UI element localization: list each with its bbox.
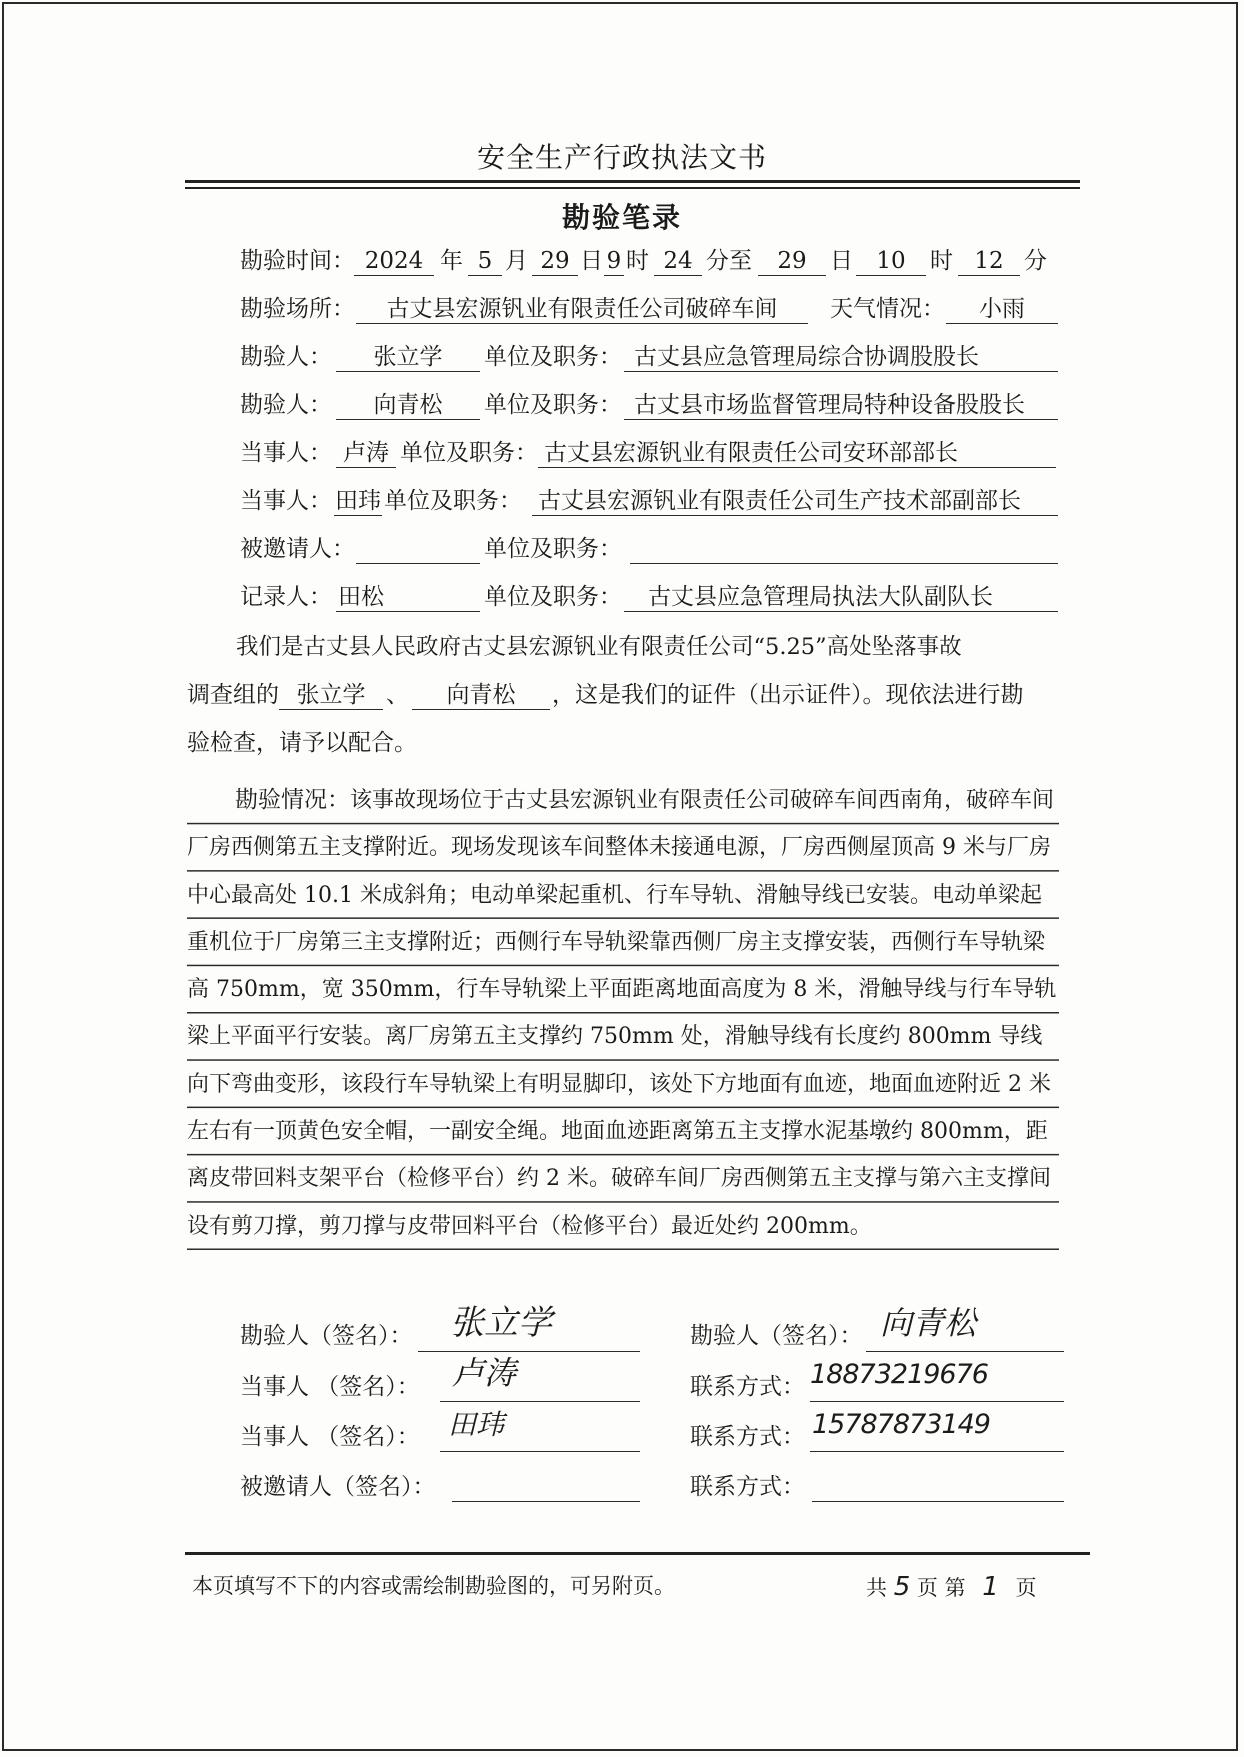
findings-label: 勘验情况： — [235, 787, 350, 813]
person-name: 向青松 — [336, 390, 480, 420]
minute-field: 24 — [654, 246, 702, 276]
inspector-2-signature: 向青松 — [880, 1304, 977, 1342]
minute-unit: 分至 — [706, 248, 752, 274]
person-unit-label: 单位及职务： — [384, 488, 522, 514]
place-field: 古丈县宏源钒业有限责任公司破碎车间 — [356, 294, 808, 324]
intro-line-1: 我们是古丈县人民政府古丈县宏源钒业有限责任公司“5.25”高处坠落事故 — [236, 634, 962, 660]
place-label: 勘验场所： — [240, 296, 355, 322]
findings-text — [187, 777, 1059, 1250]
record-title: 勘验笔录 — [561, 201, 682, 234]
weather-label: 天气情况： — [830, 296, 945, 322]
intro-inspector-1: 张立学 — [279, 680, 383, 710]
party-1-signature: 卢涛 — [452, 1354, 517, 1392]
contact-label-3: 联系方式： — [690, 1474, 805, 1500]
title-rule-thick — [185, 180, 1080, 183]
contact-2-handwritten: 15787873149 — [812, 1409, 990, 1440]
person-unit: 古丈县应急管理局综合协调股股长 — [624, 342, 1058, 372]
contact-label: 联系方式： — [690, 1374, 805, 1400]
year-field: 2024 — [354, 246, 434, 276]
document-title: 安全生产行政执法文书 — [476, 141, 767, 174]
page-number: 1 — [982, 1572, 999, 1602]
person-unit-label: 单位及职务： — [484, 584, 622, 610]
footer-note: 本页填写不下的内容或需绘制勘验图的，可另附页。 — [192, 1574, 675, 1598]
year-unit: 年 — [440, 248, 463, 274]
end-hour-unit: 时 — [930, 248, 953, 274]
person-unit: 古丈县宏源钒业有限责任公司生产技术部副部长 — [532, 486, 1058, 516]
party-2-signature: 田玮 — [448, 1408, 505, 1441]
end-day-unit: 日 — [830, 248, 853, 274]
month-unit: 月 — [505, 248, 528, 274]
month-field: 5 — [468, 246, 502, 276]
footer-rule — [185, 1552, 1090, 1555]
end-day-field: 29 — [758, 246, 826, 276]
time-label: 勘验时间： — [240, 248, 355, 274]
end-minute-unit: 分 — [1024, 248, 1047, 274]
total-suffix: 页 第 — [916, 1576, 966, 1600]
total-prefix: 共 — [866, 1576, 887, 1600]
contact-3-line — [812, 1468, 1064, 1502]
weather-field: 小雨 — [946, 294, 1058, 324]
person-role: 当事人： — [240, 440, 332, 466]
intro-line-2-prefix: 调查组的 — [187, 682, 279, 708]
invitee-sign-line — [452, 1468, 640, 1502]
intro-line-2-suffix: ，这是我们的证件（出示证件）。现依法进行勘 — [552, 682, 1024, 708]
day-field: 29 — [532, 246, 578, 276]
person-unit-label: 单位及职务： — [484, 392, 622, 418]
person-name: 田玮 — [335, 488, 381, 514]
person-name — [356, 534, 480, 564]
inspector-sign-label: 勘验人（签名）： — [240, 1323, 413, 1349]
inspector-sign-label-2: 勘验人（签名）： — [690, 1323, 863, 1349]
person-unit: 古丈县宏源钒业有限责任公司安环部部长 — [538, 438, 1056, 468]
person-role: 勘验人： — [240, 392, 332, 418]
party-sign-label-2: 当事人 （签名）： — [240, 1424, 420, 1450]
title-rule-thin — [185, 187, 1080, 189]
contact-label-2: 联系方式： — [690, 1424, 805, 1450]
intro-line-3: 验检查，请予以配合。 — [187, 730, 417, 756]
person-unit: 古丈县应急管理局执法大队副队长 — [624, 582, 1058, 612]
person-unit-label: 单位及职务： — [400, 440, 538, 466]
inspector-1-signature: 张立学 — [450, 1303, 552, 1343]
person-role: 记录人： — [240, 584, 332, 610]
total-pages: 5 — [893, 1572, 911, 1602]
findings-body: 该事故现场位于古丈县宏源钒业有限责任公司破碎车间西南角，破碎车间厂房西侧第五主支撑附近。现场发现该车间整体未接通电源，厂房西侧屋顶高 9 米与厂房中心最高处 10.1 米成斜角；电动单梁起重机、行车导轨、滑触导线已安装。电动单梁起重机位于厂房第三主支撑附近；西侧行车导轨梁靠西侧厂房主支撑安装，西侧行车导轨梁高 750mm，宽 350mm，行车导轨梁上平面距离地面高度为 8 米，滑触导线与行车导轨梁上平面平行安装。离厂房第五主支撑约 750mm 处，滑触导线有长度约 800mm 导线向下弯曲变形，该段行车导轨梁上有明显脚印，该处下方地面有血迹，地面血迹附近 2 米左右有一顶黄色安全帽，一副安全绳。地面血迹距离第五主支撑水泥基墩约 800mm，距离皮带回料支架平台（检修平台）约 2 米。破碎车间厂房西侧第五主支撑与第六主支撑间设有剪刀撑，剪刀撑与皮带回料平台（检修平台）最近处约 200mm。 — [187, 788, 1057, 1239]
day-unit: 日 — [580, 248, 603, 274]
end-minute-field: 12 — [958, 246, 1020, 276]
person-unit — [630, 534, 1058, 564]
end-hour-field: 10 — [856, 246, 926, 276]
intro-inspector-2: 向青松 — [412, 680, 550, 710]
person-role: 勘验人： — [240, 344, 332, 370]
party-sign-label: 当事人 （签名）： — [240, 1374, 420, 1400]
person-name: 卢涛 — [336, 438, 396, 468]
person-role: 当事人： — [240, 488, 332, 514]
person-unit-label: 单位及职务： — [484, 536, 622, 562]
person-role: 被邀请人： — [240, 536, 355, 562]
person-unit-label: 单位及职务： — [484, 344, 622, 370]
person-unit: 古丈县市场监督管理局特种设备股股长 — [624, 390, 1058, 420]
person-name: 田松 — [336, 582, 480, 612]
hour-unit: 时 — [626, 248, 649, 274]
contact-1-handwritten: 18873219676 — [810, 1359, 988, 1390]
person-name: 张立学 — [336, 342, 480, 372]
page-suffix: 页 — [1015, 1576, 1037, 1600]
intro-separator: 、 — [386, 682, 409, 708]
page-counter — [866, 1570, 1037, 1604]
invitee-sign-label: 被邀请人（签名）： — [240, 1474, 436, 1500]
hour-field: 9 — [604, 246, 624, 276]
